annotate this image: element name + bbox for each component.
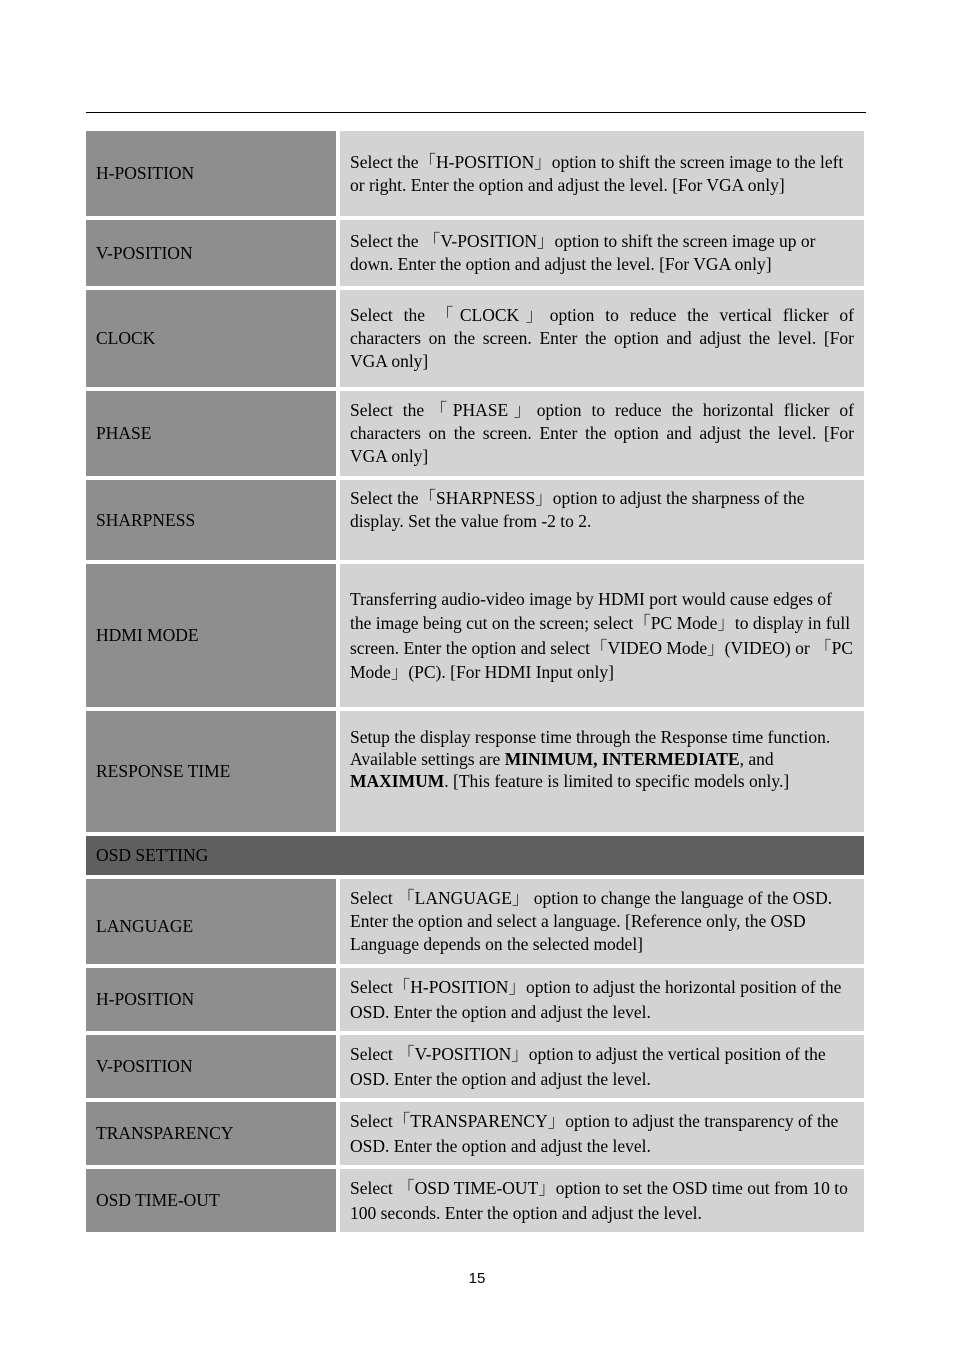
table-row	[86, 1102, 864, 1165]
row-label: TRANSPARENCY	[86, 1102, 336, 1165]
row-description	[340, 711, 864, 832]
row-description: Select the 「CLOCK」option to reduce the vertical flicker of characters on the screen. Enter the option and adjust the level. [For VGA only]	[340, 290, 864, 387]
table-row	[86, 564, 864, 707]
page-number: 15	[468, 1270, 486, 1287]
row-label: SHARPNESS	[86, 480, 336, 560]
table-row	[86, 879, 864, 964]
row-label: H-POSITION	[86, 968, 336, 1031]
row-description: Select the「SHARPNESS」option to adjust the sharpness of the display. Set the value from -2 to 2.	[340, 480, 864, 560]
row-label: V-POSITION	[86, 1035, 336, 1098]
row-label: LANGUAGE	[86, 879, 336, 964]
row-label: OSD TIME-OUT	[86, 1169, 336, 1232]
desc-text: . [This feature is limited to specific models only.]	[444, 771, 790, 791]
table-row	[86, 131, 864, 216]
desc-text: Setup the display response time through the Response time function. Available settings are	[350, 727, 831, 769]
row-description: Select 「V-POSITION」option to adjust the vertical position of the OSD. Enter the option and adjust the level.	[340, 1035, 864, 1098]
table-row	[86, 290, 864, 387]
row-description: Select the 「V-POSITION」option to shift the screen image up or down. Enter the option and adjust the level. [For VGA only]	[340, 220, 864, 286]
table-row	[86, 220, 864, 286]
table-row	[86, 968, 864, 1031]
table-row	[86, 1169, 864, 1232]
desc-text: , and	[739, 749, 774, 769]
table-row	[86, 480, 864, 560]
row-description: Transferring audio-video image by HDMI port would cause edges of the image being cut on the screen; select「PC Mode」to display in full screen. Enter the option and select「VIDEO Mode」(VIDEO) or 「PC Mode」(PC). [For HDMI Input only]	[340, 564, 864, 707]
settings-table	[86, 131, 864, 1236]
row-description: Select 「OSD TIME-OUT」option to set the OSD time out from 10 to 100 seconds. Enter the option and adjust the level.	[340, 1169, 864, 1232]
row-description: Select the「PHASE」option to reduce the horizontal flicker of characters on the screen. Enter the option and adjust the level. [For VGA only]	[340, 391, 864, 476]
table-row	[86, 391, 864, 476]
table-row	[86, 1035, 864, 1098]
row-description: Select the「H-POSITION」option to shift the screen image to the left or right. Enter the option and adjust the level. [For VGA only]	[340, 131, 864, 216]
header-rule	[86, 112, 866, 113]
row-label: H-POSITION	[86, 131, 336, 216]
desc-bold: MINIMUM, INTERMEDIATE	[504, 749, 740, 769]
section-header-row	[86, 836, 864, 875]
desc-bold: MAXIMUM	[350, 771, 445, 791]
row-description: Select「H-POSITION」option to adjust the horizontal position of the OSD. Enter the option and adjust the level.	[340, 968, 864, 1031]
row-label: PHASE	[86, 391, 336, 476]
row-label: CLOCK	[86, 290, 336, 387]
table-row	[86, 711, 864, 832]
row-label: RESPONSE TIME	[86, 711, 336, 832]
row-label: HDMI MODE	[86, 564, 336, 707]
section-title: OSD SETTING	[86, 836, 864, 875]
row-description: Select 「LANGUAGE」 option to change the language of the OSD. Enter the option and select a language. [Reference only, the OSD Language depends on the selected model]	[340, 879, 864, 964]
row-description: Select「TRANSPARENCY」option to adjust the transparency of the OSD. Enter the option and adjust the level.	[340, 1102, 864, 1165]
row-label: V-POSITION	[86, 220, 336, 286]
